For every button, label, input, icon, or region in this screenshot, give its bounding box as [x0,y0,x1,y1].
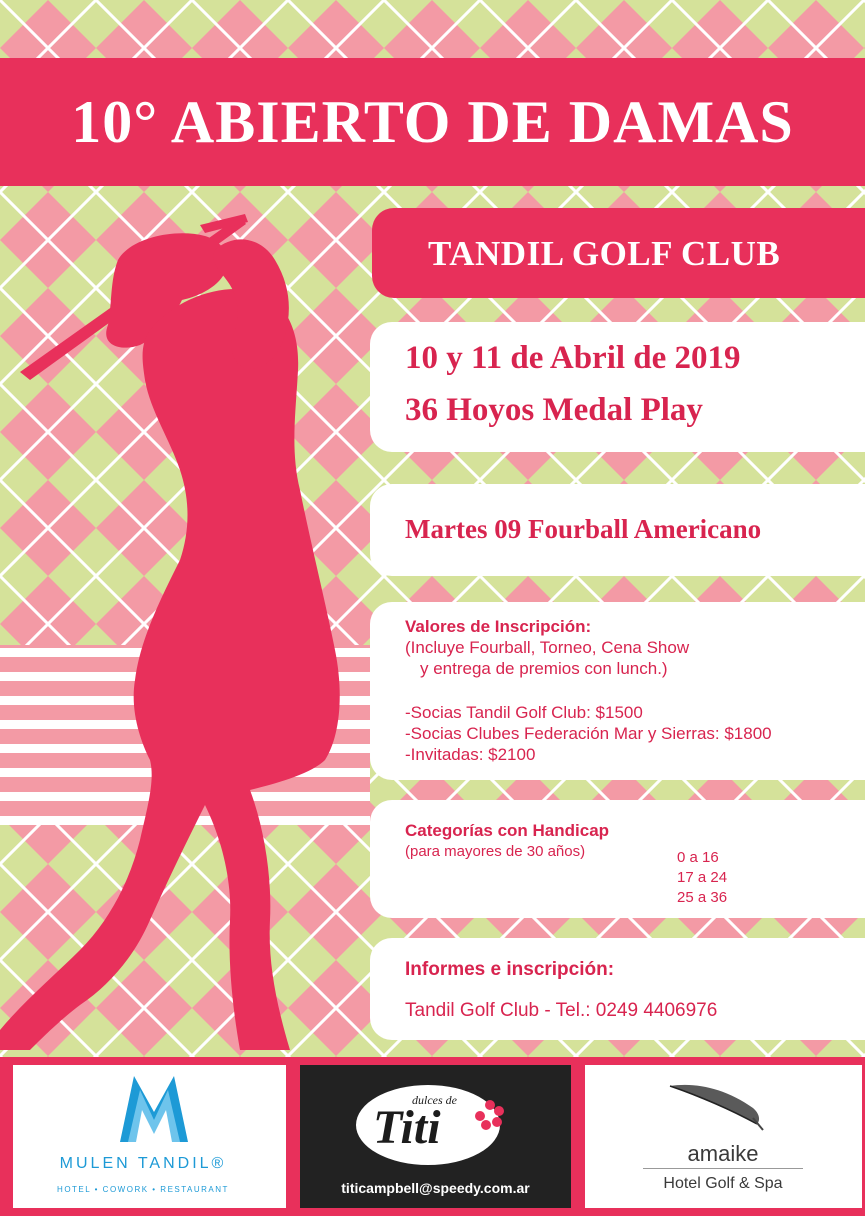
info-contact: Tandil Golf Club - Tel.: 0249 4406976 [405,1000,718,1021]
categories-heading: Categorías con Handicap [405,821,610,840]
categories-note: (para mayores de 30 años) [405,843,586,860]
amaike-subtitle: Hotel Golf & Spa [663,1175,783,1192]
info-heading: Informes e inscripción: [405,959,615,980]
pre-event-text: Martes 09 Fourball Americano [405,514,762,544]
category-range: 25 a 36 [677,889,728,906]
format-line: 36 Hoyos Medal Play [405,392,703,428]
club-name: TANDIL GOLF CLUB [428,234,781,273]
date-line: 10 y 11 de Abril de 2019 [405,340,741,376]
fee-item: -Invitadas: $2100 [405,745,536,764]
event-title: 10° ABIERTO DE DAMAS [71,89,794,155]
mulen-name: MULEN TANDIL® [59,1155,227,1172]
fees-note-1: (Incluye Fourball, Torneo, Cena Show [405,638,690,657]
category-range: 0 a 16 [677,849,719,866]
info-card [370,938,865,1040]
fee-item: -Socias Tandil Golf Club: $1500 [405,703,643,722]
mulen-logo-icon [118,1072,190,1144]
amaike-divider [643,1168,803,1169]
titi-small-label: dulces de [412,1093,457,1107]
fees-note-2: y entrega de premios con lunch.) [420,659,668,678]
category-range: 17 a 24 [677,869,728,886]
titi-wordmark: Titi [373,1101,441,1154]
amaike-name: amaike [687,1141,759,1166]
feather-icon [665,1078,765,1134]
titi-email: titicampbell@speedy.com.ar [341,1180,530,1196]
fees-heading: Valores de Inscripción: [405,617,592,636]
fee-item: -Socias Clubes Federación Mar y Sierras: $1800 [405,724,772,743]
mulen-subtitle: HOTEL • COWORK • RESTAURANT [57,1185,229,1194]
